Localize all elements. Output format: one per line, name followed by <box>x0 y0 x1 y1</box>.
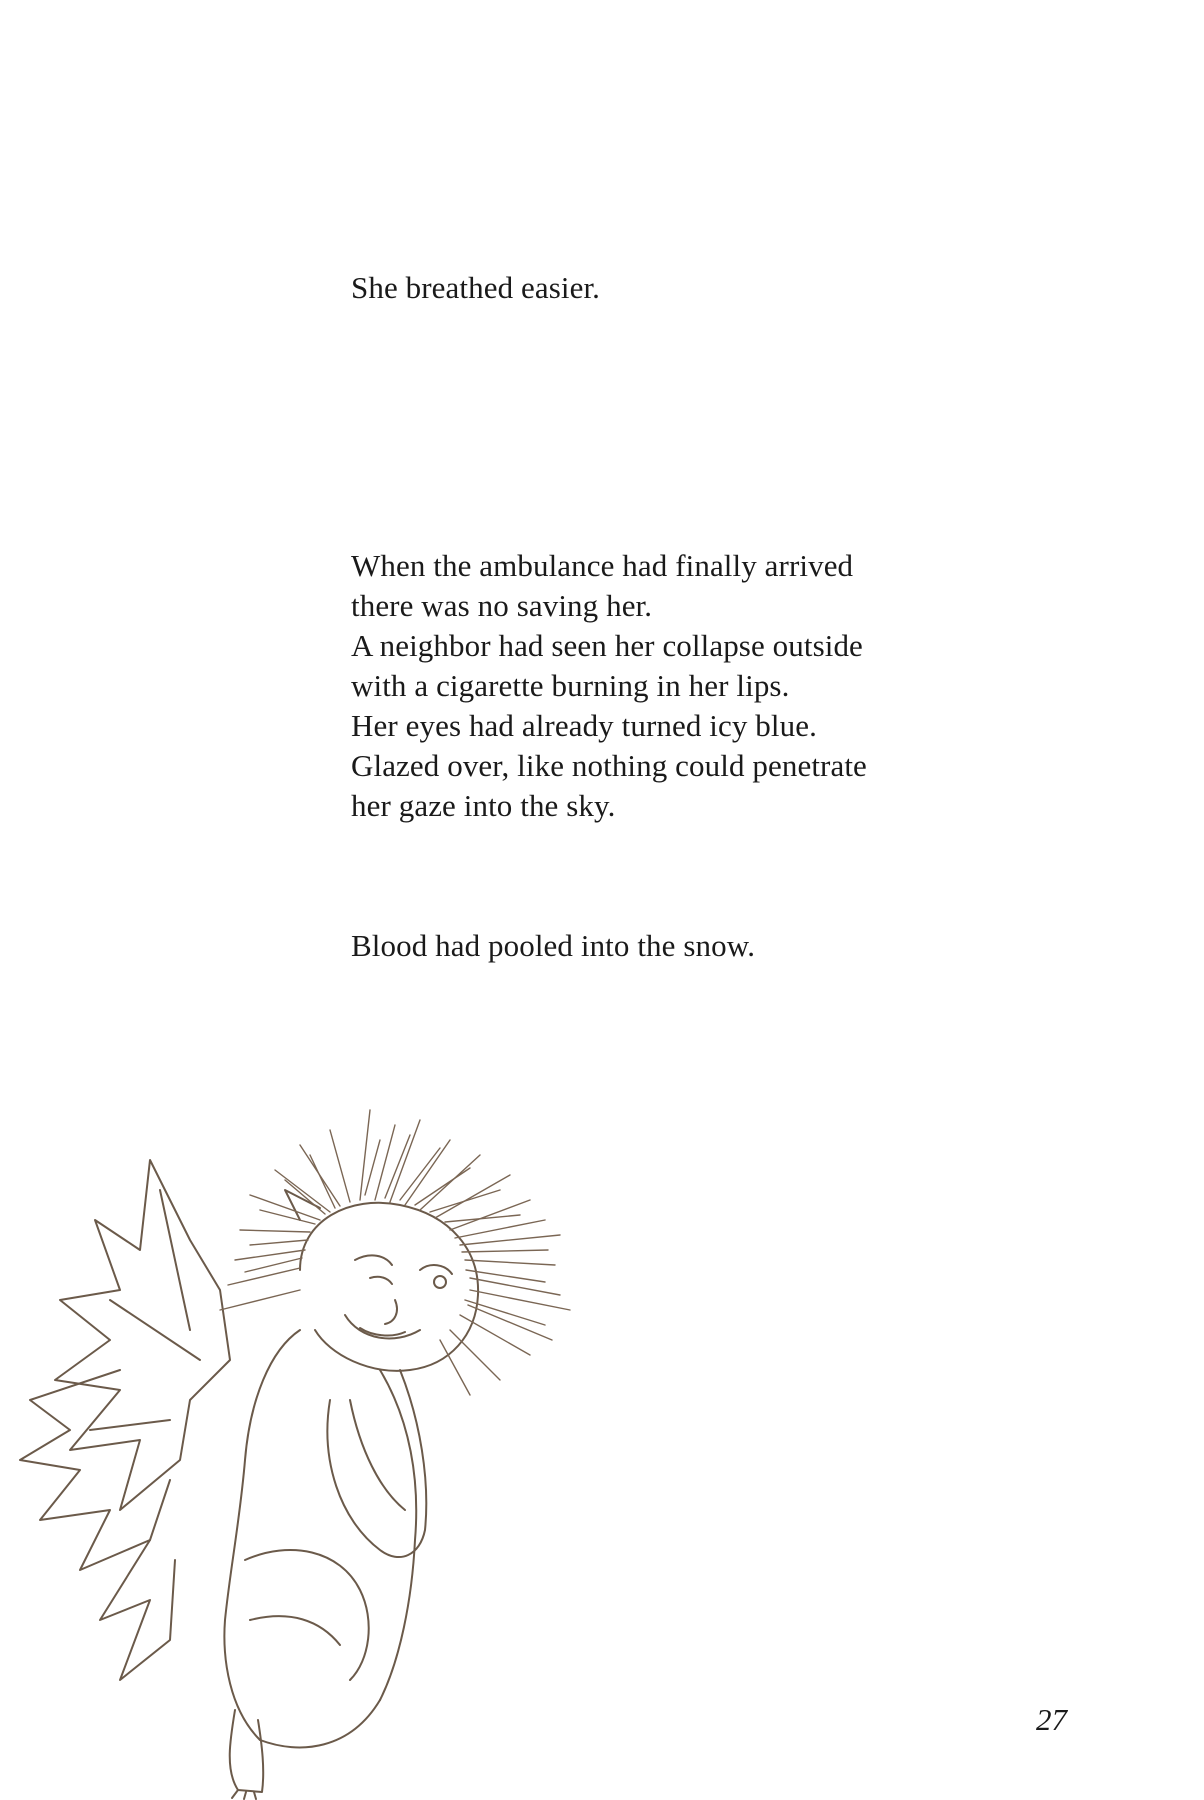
sketch-creature-icon <box>0 1100 600 1800</box>
text-line: with a cigarette burning in her lips. <box>351 668 790 703</box>
text-line: When the ambulance had finally arrived <box>351 548 854 583</box>
text-line: Her eyes had already turned icy blue. <box>351 708 817 743</box>
text-line: Glazed over, like nothing could penetrate <box>351 748 867 783</box>
text-line: A neighbor had seen her collapse outside <box>351 628 863 663</box>
text-line: there was no saving her. <box>351 588 653 623</box>
page-number: 27 <box>1036 1702 1067 1737</box>
paragraph-3 <box>351 926 755 966</box>
text-line: Blood had pooled into the snow. <box>351 928 756 963</box>
paragraph-2 <box>351 546 867 826</box>
paragraph-1 <box>351 268 600 308</box>
text-line: She breathed easier. <box>351 270 601 305</box>
text-line: her gaze into the sky. <box>351 788 616 823</box>
